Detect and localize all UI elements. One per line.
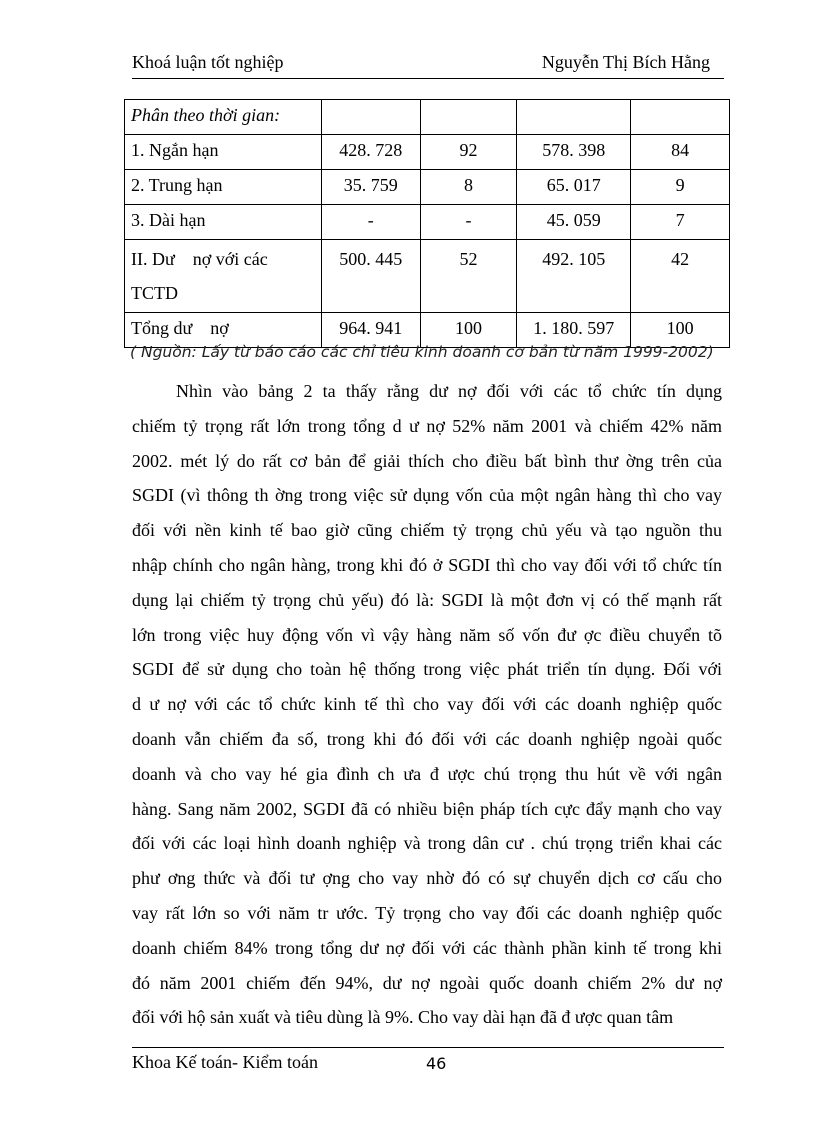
table-cell	[517, 100, 631, 135]
paragraph-line: SGDI để sử dụng cho toàn hệ thống trong việc phát triển tín dụng. Đối với	[132, 659, 722, 680]
paragraph-line: nhập chính cho ngân hàng, trong khi đó ở SGDI thì cho vay đối với tổ chức tín	[132, 554, 722, 575]
table-cell-label: 3. Dài hạn	[125, 205, 322, 240]
table-cell: 42	[631, 240, 730, 313]
paragraph-line: vay rất lớn so với năm tr ước. Tỷ trọng cho vay đối các doanh nghiệp quốc	[132, 902, 722, 923]
table-cell: -	[321, 205, 420, 240]
table-cell: 52	[420, 240, 517, 313]
table-cell: 35. 759	[321, 170, 420, 205]
table-cell-label	[125, 240, 322, 313]
table-cell-label: 1. Ngắn hạn	[125, 135, 322, 170]
table-cell	[631, 100, 730, 135]
table-row	[125, 135, 730, 170]
table-cell: 7	[631, 205, 730, 240]
paragraph-line: 2002. mét lý do rất cơ bản để giải thích cho điều bất bình thư ờng trên của	[132, 450, 722, 471]
table-cell: 9	[631, 170, 730, 205]
page-footer	[132, 1047, 724, 1073]
paragraph-line: dụng lại chiếm tỷ trọng chủ yếu) đó là: SGDI là một đơn vị có thế mạnh rất	[132, 589, 722, 610]
table-cell: 8	[420, 170, 517, 205]
page-header	[132, 52, 724, 79]
loan-table	[124, 99, 730, 348]
label-line: II. Dư nợ với các	[131, 249, 268, 269]
paragraph-line: đó năm 2001 chiếm đến 94%, dư nợ ngoài quốc doanh chiếm 2% dư nợ	[132, 972, 722, 993]
label-line: TCTD	[131, 283, 178, 303]
table-cell: 428. 728	[321, 135, 420, 170]
paragraph-line: lớn trong việc huy động vốn vì vậy hàng năm số vốn đư ợc điều chuyển tõ	[132, 624, 722, 645]
table-cell: 84	[631, 135, 730, 170]
table-cell-label: Phân theo thời gian:	[125, 100, 322, 135]
paragraph-line: SGDI (vì thông th ờng trong việc sử dụng vốn của một ngân hàng thì cho vay	[132, 485, 722, 506]
table-cell: 45. 059	[517, 205, 631, 240]
table-cell: 964. 941	[321, 313, 420, 348]
paragraph-line: phư ơng thức và đối tư ợng cho vay nhờ đó có sự chuyển dịch cơ cấu cho	[132, 868, 722, 889]
paragraph-line: Nhìn vào bảng 2 ta thấy rằng dư nợ đối với các tổ chức tín dụng	[176, 381, 722, 401]
table-cell: 1. 180. 597	[517, 313, 631, 348]
table-cell	[420, 100, 517, 135]
table-cell	[321, 100, 420, 135]
paragraph-line: doanh chiếm 84% trong tổng dư nợ đối với các thành phần kinh tế trong khi	[132, 937, 722, 958]
table-cell: -	[420, 205, 517, 240]
table-cell: 65. 017	[517, 170, 631, 205]
paragraph-line: chiếm tỷ trọng rất lớn trong tổng d ư nợ 52% năm 2001 và chiếm 42% năm	[132, 415, 722, 436]
paragraph-line: hàng. Sang năm 2002, SGDI đã có nhiều biện pháp tích cực đẩy mạnh cho vay	[132, 798, 722, 819]
table-cell: 100	[420, 313, 517, 348]
paragraph-line: doanh vẫn chiếm đa số, trong khi đó đối với các doanh nghiệp ngoài quốc	[132, 728, 722, 749]
paragraph-line: đối với các loại hình doanh nghiệp và trong dân cư . chú trọng triển khai các	[132, 833, 722, 854]
table-row	[125, 205, 730, 240]
paragraph-line: đối với nền kinh tế bao giờ cũng chiếm tỷ trọng chủ yếu và tạo nguồn thu	[132, 520, 722, 541]
table-row	[125, 240, 730, 313]
table-cell: 578. 398	[517, 135, 631, 170]
table-cell: 100	[631, 313, 730, 348]
table-source-note: ( Nguồn: Lấy từ báo cáo các chỉ tiêu kinh doanh cơ bản từ năm 1999-2002)	[130, 343, 714, 361]
header-author-name: Nguyễn Thị Bích Hằng	[541, 52, 710, 72]
table-cell: 500. 445	[321, 240, 420, 313]
page-number: 46	[426, 1054, 447, 1073]
footer-department: Khoa Kế toán- Kiểm toán	[132, 1052, 318, 1072]
table-row	[125, 100, 730, 135]
paragraph-line: đối với hộ sản xuất và tiêu dùng là 9%. Cho vay dài hạn đã đ ược quan tâm	[132, 1007, 674, 1028]
header-thesis-title: Khoá luận tốt nghiệp	[132, 52, 284, 72]
table-cell: 92	[420, 135, 517, 170]
paragraph-line: doanh và cho vay hé gia đình ch ưa đ ược chú trọng thu hút về với ngân	[132, 763, 722, 784]
table-cell-label: Tổng dư nợ	[125, 313, 322, 348]
table-row	[125, 170, 730, 205]
table-cell-label: 2. Trung hạn	[125, 170, 322, 205]
paragraph-line: d ư nợ với các tổ chức kinh tế thì cho vay đối với các doanh nghiệp quốc	[132, 694, 722, 715]
body-paragraph	[132, 374, 722, 1035]
table-cell: 492. 105	[517, 240, 631, 313]
